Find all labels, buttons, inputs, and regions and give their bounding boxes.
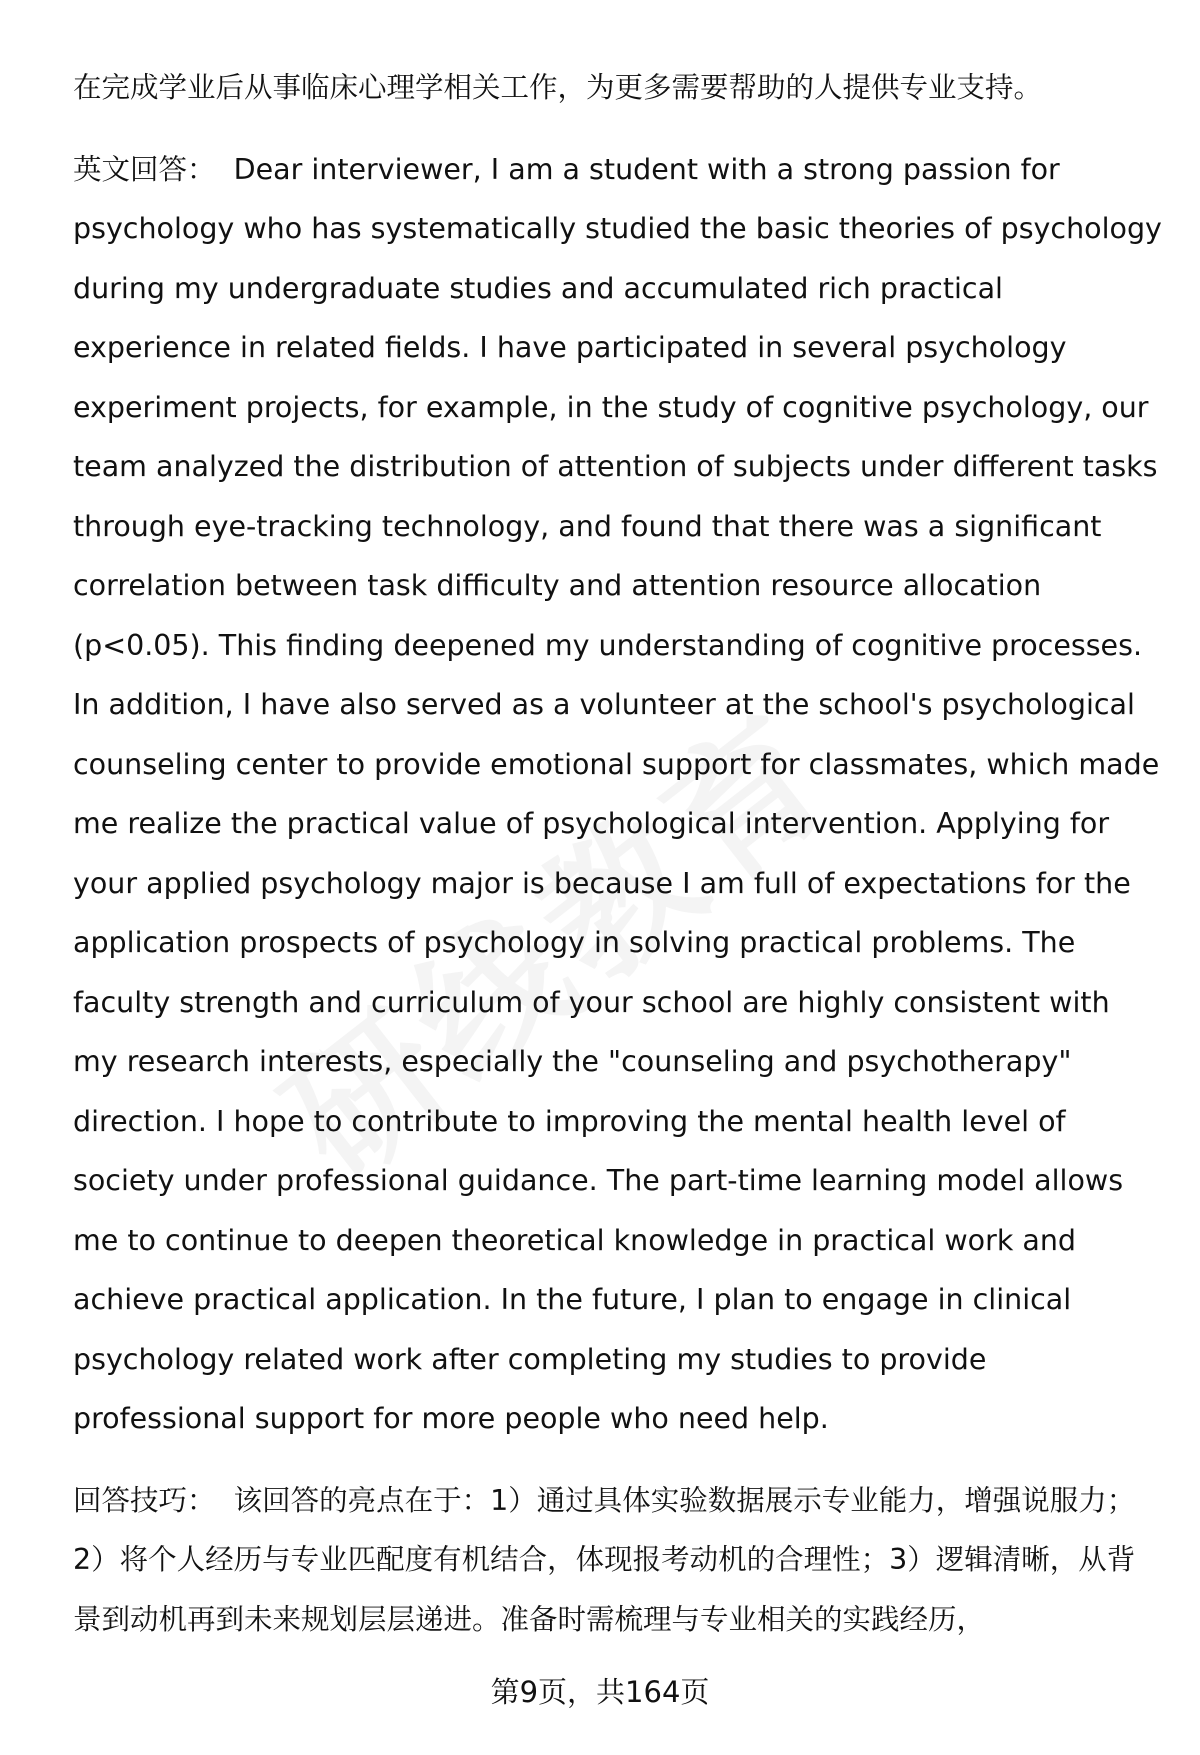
english-answer-paragraph [73,140,1163,1449]
page-footer [0,1672,1200,1712]
english-answer-text: Dear interviewer, I am a student with a strong passion for psychology who has systematically studied the basic theories of psychology during my undergraduate studies and accumulated rich practical experience in related fields. I have participated in several psychology experiment projects, for example, in the study of cognitive psychology, our team analyzed the distribution of attention of subjects under different tasks through eye-tracking technology, and found that there was a significant correlation between task difficulty and attention resource allocation (p<0.05). This finding deepened my understanding of cognitive processes. In addition, I have also served as a volunteer at the school's psychological counseling center to provide emotional support for classmates, which made me realize the practical value of psychological intervention. Applying for your applied psychology major is because I am full of expectations for the application prospects of psychology in solving practical problems. The faculty strength and curriculum of your school are highly consistent with my research interests, especially the "counseling and psychotherapy" direction. I hope to contribute to improving the mental health level of society under professional guidance. The part-time learning model allows me to continue to deepen theoretical knowledge in practical work and achieve practical application. In the future, I plan to engage in clinical psychology related work after completing my studies to provide professional support for more people who need help. [73,152,1162,1435]
english-answer-label: 英文回答： [73,152,216,186]
answer-tips-paragraph [73,1471,1163,1650]
answer-tips-label: 回答技巧： [73,1483,216,1517]
intro-line: 在完成学业后从事临床心理学相关工作，为更多需要帮助的人提供专业支持。 [73,71,1043,104]
page-number: 第9页，共164页 [490,1675,710,1709]
intro-paragraph [73,58,1163,118]
document-body [73,58,1163,1649]
answer-tips-text: 该回答的亮点在于：1）通过具体实验数据展示专业能力，增强说服力；2）将个人经历与专业匹配度有机结合，体现报考动机的合理性；3）逻辑清晰，从背景到动机再到未来规划层层递进。准备时需梳理与专业相关的实践经历， [73,1483,1136,1636]
